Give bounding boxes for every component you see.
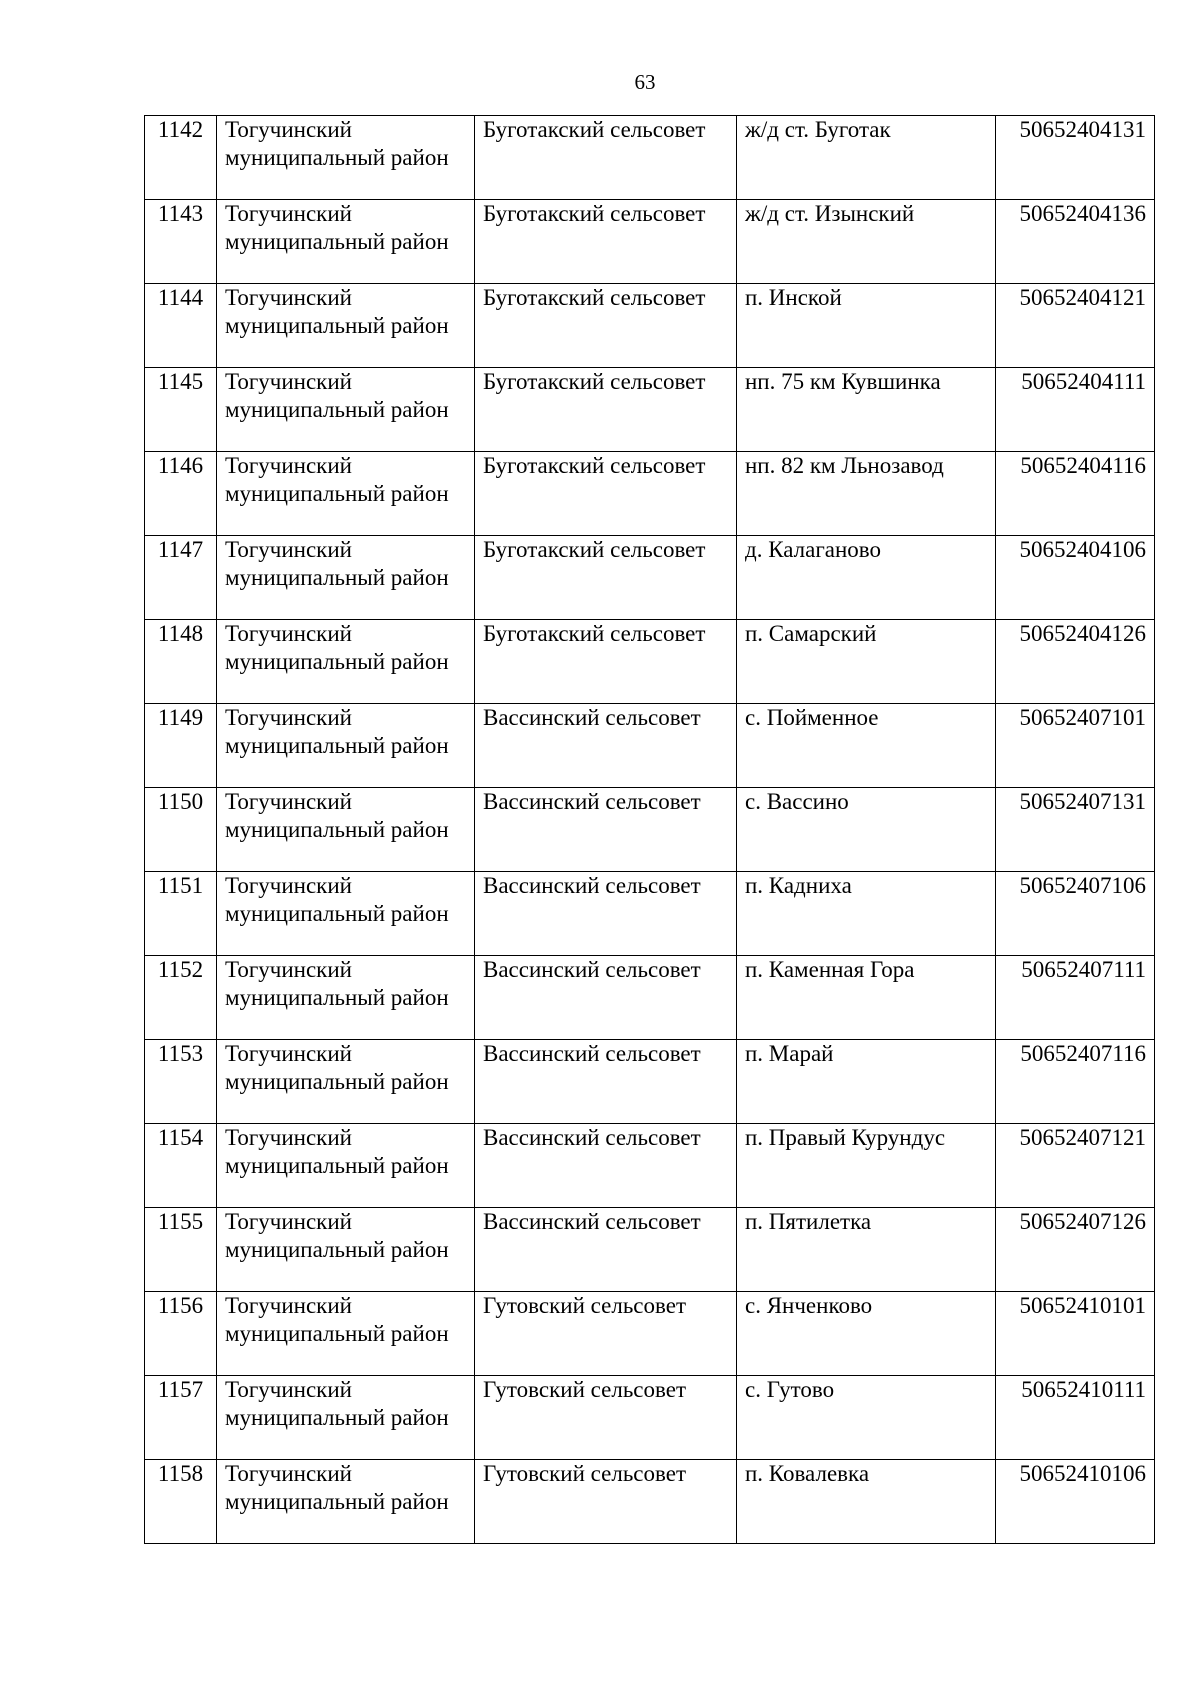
table-row <box>145 1208 1155 1292</box>
table-row <box>145 620 1155 704</box>
table-row <box>145 1040 1155 1124</box>
village-council: Буготакский сельсовет <box>475 116 737 200</box>
village-council: Гутовский сельсовет <box>475 1376 737 1460</box>
settlement-name: п. Марай <box>737 1040 996 1124</box>
village-council: Буготакский сельсовет <box>475 368 737 452</box>
row-number: 1146 <box>145 452 217 536</box>
row-number: 1153 <box>145 1040 217 1124</box>
settlement-name: п. Самарский <box>737 620 996 704</box>
table-row <box>145 284 1155 368</box>
table-row <box>145 704 1155 788</box>
settlement-name: с. Янченково <box>737 1292 996 1376</box>
oktmo-code: 50652407121 <box>996 1124 1155 1208</box>
page-number: 63 <box>634 70 656 94</box>
oktmo-code: 50652407101 <box>996 704 1155 788</box>
municipal-district: Тогучинский муниципальный район <box>217 284 475 368</box>
municipal-district: Тогучинский муниципальный район <box>217 452 475 536</box>
table-row <box>145 452 1155 536</box>
municipal-district: Тогучинский муниципальный район <box>217 620 475 704</box>
municipal-district: Тогучинский муниципальный район <box>217 1460 475 1544</box>
municipal-district: Тогучинский муниципальный район <box>217 956 475 1040</box>
oktmo-code: 50652410101 <box>996 1292 1155 1376</box>
table-row <box>145 788 1155 872</box>
municipal-district: Тогучинский муниципальный район <box>217 788 475 872</box>
row-number: 1151 <box>145 872 217 956</box>
village-council: Вассинский сельсовет <box>475 1040 737 1124</box>
village-council: Буготакский сельсовет <box>475 620 737 704</box>
settlement-name: п. Каменная Гора <box>737 956 996 1040</box>
row-number: 1142 <box>145 116 217 200</box>
municipal-district: Тогучинский муниципальный район <box>217 536 475 620</box>
oktmo-code: 50652407116 <box>996 1040 1155 1124</box>
row-number: 1148 <box>145 620 217 704</box>
row-number: 1143 <box>145 200 217 284</box>
settlement-name: д. Калаганово <box>737 536 996 620</box>
row-number: 1158 <box>145 1460 217 1544</box>
row-number: 1154 <box>145 1124 217 1208</box>
village-council: Гутовский сельсовет <box>475 1292 737 1376</box>
municipal-district: Тогучинский муниципальный район <box>217 1040 475 1124</box>
table-row <box>145 956 1155 1040</box>
oktmo-code: 50652407126 <box>996 1208 1155 1292</box>
row-number: 1156 <box>145 1292 217 1376</box>
table-row <box>145 1292 1155 1376</box>
row-number: 1144 <box>145 284 217 368</box>
municipal-district: Тогучинский муниципальный район <box>217 1292 475 1376</box>
village-council: Вассинский сельсовет <box>475 956 737 1040</box>
village-council: Вассинский сельсовет <box>475 788 737 872</box>
row-number: 1150 <box>145 788 217 872</box>
village-council: Буготакский сельсовет <box>475 452 737 536</box>
settlement-name: ж/д ст. Изынский <box>737 200 996 284</box>
row-number: 1152 <box>145 956 217 1040</box>
oktmo-code: 50652404116 <box>996 452 1155 536</box>
village-council: Вассинский сельсовет <box>475 872 737 956</box>
village-council: Буготакский сельсовет <box>475 536 737 620</box>
municipal-district: Тогучинский муниципальный район <box>217 704 475 788</box>
village-council: Вассинский сельсовет <box>475 1208 737 1292</box>
oktmo-code: 50652404136 <box>996 200 1155 284</box>
municipal-district: Тогучинский муниципальный район <box>217 200 475 284</box>
table-row <box>145 1124 1155 1208</box>
table-row <box>145 872 1155 956</box>
oktmo-code: 50652407111 <box>996 956 1155 1040</box>
oktmo-code: 50652404106 <box>996 536 1155 620</box>
oktmo-code: 50652410106 <box>996 1460 1155 1544</box>
village-council: Буготакский сельсовет <box>475 284 737 368</box>
settlement-name: п. Правый Курундус <box>737 1124 996 1208</box>
table-row <box>145 1376 1155 1460</box>
row-number: 1157 <box>145 1376 217 1460</box>
settlement-name: нп. 75 км Кувшинка <box>737 368 996 452</box>
oktmo-code: 50652410111 <box>996 1376 1155 1460</box>
village-council: Гутовский сельсовет <box>475 1460 737 1544</box>
oktmo-code: 50652407131 <box>996 788 1155 872</box>
municipal-district: Тогучинский муниципальный район <box>217 872 475 956</box>
municipal-district: Тогучинский муниципальный район <box>217 1208 475 1292</box>
settlement-name: п. Инской <box>737 284 996 368</box>
table-row <box>145 536 1155 620</box>
table-row <box>145 200 1155 284</box>
row-number: 1155 <box>145 1208 217 1292</box>
municipal-district: Тогучинский муниципальный район <box>217 1124 475 1208</box>
settlement-name: нп. 82 км Льнозавод <box>737 452 996 536</box>
table-row <box>145 116 1155 200</box>
row-number: 1149 <box>145 704 217 788</box>
oktmo-code: 50652407106 <box>996 872 1155 956</box>
village-council: Вассинский сельсовет <box>475 1124 737 1208</box>
village-council: Буготакский сельсовет <box>475 200 737 284</box>
municipal-district: Тогучинский муниципальный район <box>217 116 475 200</box>
table-row <box>145 368 1155 452</box>
settlement-name: ж/д ст. Буготак <box>737 116 996 200</box>
row-number: 1145 <box>145 368 217 452</box>
municipal-district: Тогучинский муниципальный район <box>217 368 475 452</box>
oktmo-code: 50652404121 <box>996 284 1155 368</box>
oktmo-code: 50652404126 <box>996 620 1155 704</box>
settlement-name: с. Вассино <box>737 788 996 872</box>
settlement-name: п. Ковалевка <box>737 1460 996 1544</box>
oktmo-code: 50652404131 <box>996 116 1155 200</box>
oktmo-code: 50652404111 <box>996 368 1155 452</box>
settlement-name: п. Пятилетка <box>737 1208 996 1292</box>
municipal-district: Тогучинский муниципальный район <box>217 1376 475 1460</box>
settlement-registry-table <box>144 115 1155 1544</box>
row-number: 1147 <box>145 536 217 620</box>
village-council: Вассинский сельсовет <box>475 704 737 788</box>
table-row <box>145 1460 1155 1544</box>
settlement-name: с. Гутово <box>737 1376 996 1460</box>
settlement-name: с. Пойменное <box>737 704 996 788</box>
settlement-name: п. Кадниха <box>737 872 996 956</box>
table-body <box>145 116 1155 1544</box>
